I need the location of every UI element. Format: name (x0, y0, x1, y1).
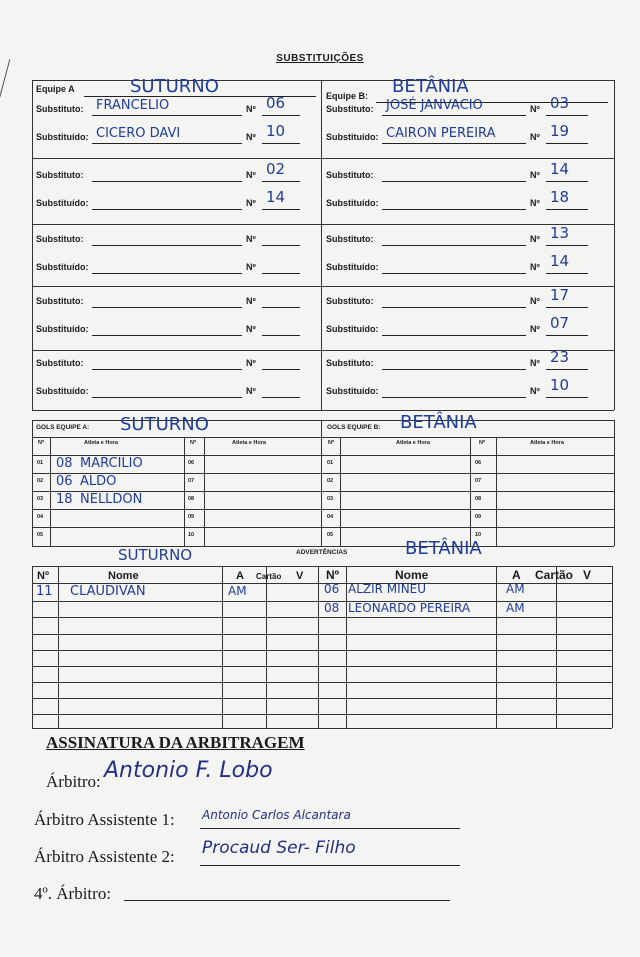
goals-row-num-0-10: 10 (188, 532, 195, 538)
warn-hline-6 (32, 682, 612, 683)
substituido-label-a-5: Substituído: (36, 386, 89, 396)
substituido-num-label-a-2: Nº (246, 198, 256, 208)
goals-row-num-1-2: 02 (327, 478, 334, 484)
substituido-num-label-b-4: Nº (530, 324, 540, 334)
substituto-number-a-1: 06 (266, 94, 286, 112)
team-b-label: Equipe B: (326, 91, 368, 101)
substituido-label-b-4: Substituído: (326, 324, 379, 334)
goals-row-num-1-8: 08 (475, 496, 482, 502)
warn-vline-8 (612, 566, 613, 728)
substituido-num-label-a-3: Nº (246, 262, 256, 272)
substituido-number-b-5: 10 (550, 376, 570, 394)
assist1-label: Árbitro Assistente 1: (34, 810, 175, 829)
warn-vline-2 (222, 566, 223, 728)
warn-vline-0 (32, 566, 33, 728)
warn-col-card-a: Cartão (256, 572, 282, 581)
substituto-number-b-3: 13 (550, 224, 570, 242)
warn-a-num-1: 11 (36, 584, 53, 599)
goals-team-b-name: BETÂNIA (400, 412, 477, 433)
subs-center-divider (321, 80, 322, 410)
subs-divider-1 (32, 158, 614, 159)
warn-a-name-1: CLAUDIVAN (70, 584, 146, 599)
substituido-number-b-3: 14 (550, 252, 570, 270)
subs-bottom-border (32, 410, 614, 411)
warn-col-card-b: Cartão (535, 568, 574, 582)
goals-col-athlete-1-b: Atleta e Hora (530, 440, 564, 446)
goals-row-num-0-7: 07 (188, 478, 195, 484)
substituido-label-a-1: Substituído: (36, 132, 89, 142)
substituido-num-line-a-1 (262, 143, 300, 144)
warn-vline-5 (346, 566, 347, 728)
substituto-number-b-4: 17 (550, 286, 570, 304)
substituto-num-label-b-2: Nº (530, 170, 540, 180)
substituto-label-a-3: Substituto: (36, 234, 84, 244)
goals-row-num-0-3: 03 (37, 496, 44, 502)
substituto-num-line-a-4 (262, 307, 300, 308)
substituido-num-line-b-2 (546, 209, 588, 210)
goals-hline-4 (32, 509, 614, 510)
warn-col-v-b: V (583, 568, 592, 582)
substituto-number-b-2: 14 (550, 160, 570, 178)
substituto-label-b-3: Substituto: (326, 234, 374, 244)
assist2-signature: Procaud Ser- Filho (202, 838, 356, 858)
substituido-num-line-a-5 (262, 397, 300, 398)
substituido-label-b-5: Substituído: (326, 386, 379, 396)
warn-vline-6 (496, 566, 497, 728)
goals-col-num-0-a: Nº (38, 440, 44, 446)
substituto-num-line-a-5 (262, 369, 300, 370)
substituido-line-a-1 (92, 143, 242, 144)
substituido-line-b-5 (382, 397, 526, 398)
goals-row-num-0-5: 05 (37, 532, 44, 538)
substituto-num-label-a-5: Nº (246, 358, 256, 368)
substituido-line-b-3 (382, 273, 526, 274)
subs-left-border (32, 80, 33, 410)
substituto-label-a-2: Substituto: (36, 170, 84, 180)
substituto-line-a-5 (92, 369, 242, 370)
goals-hline-2 (32, 473, 614, 474)
goals-col-athlete-0-b: Atleta e Hora (232, 440, 266, 446)
substituto-label-a-1: Substituto: (36, 104, 84, 114)
goals-hline-5 (32, 527, 614, 528)
substituido-label-a-4: Substituído: (36, 324, 89, 334)
substituto-label-b-1: Substituto: (326, 104, 374, 114)
substituido-label-b-2: Substituído: (326, 198, 379, 208)
substituido-number-b-2: 18 (550, 188, 570, 206)
fourth-arbitro-line (124, 900, 450, 901)
subs-divider-2 (32, 224, 614, 225)
substituto-num-line-a-1 (262, 115, 300, 116)
warn-hline-3 (32, 634, 612, 635)
form-title: SUBSTITUIÇÕES (276, 53, 364, 64)
substituto-num-label-a-4: Nº (246, 296, 256, 306)
warn-b-card-2: AM (506, 601, 525, 615)
substituido-line-a-3 (92, 273, 242, 274)
assist2-line (200, 865, 460, 866)
goals-row-num-1-5: 05 (327, 532, 334, 538)
substituido-line-b-4 (382, 335, 526, 336)
goals-col-num-0-b: Nº (190, 440, 196, 446)
substituido-label-a-3: Substituído: (36, 262, 89, 272)
substituto-num-label-b-5: Nº (530, 358, 540, 368)
goals-vline-1-2 (496, 437, 497, 546)
warn-b-card-1: AM (506, 582, 525, 596)
substituido-num-label-b-5: Nº (530, 386, 540, 396)
team-a-label: Equipe A (36, 84, 75, 94)
goals-row-num-0-1: 01 (37, 460, 44, 466)
substituto-line-b-1 (382, 115, 526, 116)
substituido-num-label-a-1: Nº (246, 132, 256, 142)
goals-hline-0 (32, 437, 614, 438)
warn-hline-8 (32, 714, 612, 715)
warn-vline-7 (556, 566, 557, 728)
warnings-title: ADVERTÊNCIAS (296, 549, 348, 556)
team-a-name: SUTURNO (130, 76, 219, 97)
substituido-num-label-b-1: Nº (530, 132, 540, 142)
substituto-num-line-b-5 (546, 369, 588, 370)
substituido-num-line-a-2 (262, 209, 300, 210)
substituto-number-a-2: 02 (266, 160, 286, 178)
goals-col-num-1-a: Nº (328, 440, 334, 446)
goals-row-num-1-10: 10 (475, 532, 482, 538)
substituto-num-line-b-1 (546, 115, 588, 116)
substituido-name-a-1: CICERO DAVI (96, 126, 181, 141)
goal-a-name-2: ALDO (80, 474, 117, 489)
goals-vline-1-1 (470, 437, 471, 546)
goal-a-num-3: 18 (56, 492, 73, 507)
substituido-label-b-1: Substituído: (326, 132, 379, 142)
substituido-line-a-2 (92, 209, 242, 210)
goals-team-a-name: SUTURNO (120, 414, 209, 435)
warn-col-num-b: Nº (326, 568, 340, 582)
substituto-num-label-b-3: Nº (530, 234, 540, 244)
subs-right-border (614, 80, 615, 410)
warn-a-card-1: AM (228, 584, 247, 598)
substituto-line-a-4 (92, 307, 242, 308)
assist1-signature: Antonio Carlos Alcantara (202, 808, 351, 822)
goals-vline-0-1 (184, 437, 185, 546)
substituto-name-b-1: JOSÉ JANVACIO (386, 98, 483, 113)
goals-row-num-1-3: 03 (327, 496, 334, 502)
substituido-line-b-2 (382, 209, 526, 210)
goals-team-a-label: GOLS EQUIPE A: (36, 424, 90, 431)
goals-row-num-1-9: 09 (475, 514, 482, 520)
goal-a-num-2: 06 (56, 474, 73, 489)
warnings-team-b-name: BETÂNIA (405, 538, 482, 559)
assist2-label: Árbitro Assistente 2: (34, 847, 175, 866)
goals-row-num-1-7: 07 (475, 478, 482, 484)
substituido-num-line-b-4 (546, 335, 588, 336)
substituido-line-b-1 (382, 143, 526, 144)
goals-col-num-1-b: Nº (479, 440, 485, 446)
substituto-num-label-a-2: Nº (246, 170, 256, 180)
substituido-num-line-b-3 (546, 273, 588, 274)
warn-hline-9 (32, 728, 612, 729)
goals-vline-0-2 (204, 437, 205, 546)
goals-row-num-0-6: 06 (188, 460, 195, 466)
assist1-line (200, 828, 460, 829)
warn-col-num-a: Nº (37, 570, 49, 582)
goals-row-num-1-1: 01 (327, 460, 334, 466)
substituto-num-line-b-3 (546, 245, 588, 246)
warn-hline-2 (32, 617, 612, 618)
substituido-number-b-4: 07 (550, 314, 570, 332)
signatures-title: ASSINATURA DA ARBITRAGEM (46, 733, 305, 752)
warn-vline-1 (58, 566, 59, 728)
warn-col-a-b: A (512, 568, 521, 582)
substituto-name-a-1: FRANCELIO (96, 98, 170, 113)
goals-vline-1-0 (340, 437, 341, 546)
substituto-number-b-5: 23 (550, 348, 570, 366)
substituto-label-a-5: Substituto: (36, 358, 84, 368)
substituto-num-line-a-2 (262, 181, 300, 182)
subs-top-border (32, 80, 614, 81)
substituto-num-line-b-4 (546, 307, 588, 308)
substituido-num-line-a-3 (262, 273, 300, 274)
substituto-label-b-4: Substituto: (326, 296, 374, 306)
substituido-num-label-b-3: Nº (530, 262, 540, 272)
goal-a-name-3: NELLDON (80, 492, 143, 507)
substituido-number-a-2: 14 (266, 188, 286, 206)
warn-vline-3 (266, 566, 267, 728)
goals-row-num-0-4: 04 (37, 514, 44, 520)
goal-a-num-1: 08 (56, 456, 73, 471)
substituido-number-b-1: 19 (550, 122, 570, 140)
goals-right-border (614, 420, 615, 546)
substituto-line-a-1 (92, 115, 242, 116)
warn-b-name-2: LEONARDO PEREIRA (348, 601, 471, 615)
substituto-line-a-2 (92, 181, 242, 182)
substituto-line-b-4 (382, 307, 526, 308)
arbitro-signature: Antonio F. Lobo (104, 758, 273, 783)
warn-hline-5 (32, 666, 612, 667)
warn-top-border (32, 566, 612, 567)
substituido-num-line-b-1 (546, 143, 588, 144)
substituto-num-label-b-1: Nº (530, 104, 540, 114)
substituto-number-b-1: 03 (550, 94, 570, 112)
warn-col-name-b: Nome (395, 568, 429, 582)
substituto-label-a-4: Substituto: (36, 296, 84, 306)
substituto-num-label-a-3: Nº (246, 234, 256, 244)
substituto-num-label-a-1: Nº (246, 104, 256, 114)
substituto-line-a-3 (92, 245, 242, 246)
goals-row-num-1-6: 06 (475, 460, 482, 466)
substituto-line-b-3 (382, 245, 526, 246)
team-b-name: BETÂNIA (392, 76, 469, 97)
substituido-number-a-1: 10 (266, 122, 286, 140)
substituto-label-b-5: Substituto: (326, 358, 374, 368)
substituido-num-label-a-4: Nº (246, 324, 256, 334)
subs-divider-3 (32, 286, 614, 287)
goals-row-num-1-4: 04 (327, 514, 334, 520)
substituto-num-label-b-4: Nº (530, 296, 540, 306)
substituido-label-b-3: Substituído: (326, 262, 379, 272)
arbitro-label: Árbitro: (46, 772, 101, 791)
substituido-num-label-b-2: Nº (530, 198, 540, 208)
substituido-line-a-4 (92, 335, 242, 336)
substituido-label-a-2: Substituído: (36, 198, 89, 208)
margin-pen-mark (0, 59, 20, 100)
subs-divider-4 (32, 350, 614, 351)
goals-col-athlete-1-a: Atleta e Hora (396, 440, 430, 446)
goals-team-b-label: GOLS EQUIPE B: (327, 424, 381, 431)
substituido-name-b-1: CAIRON PEREIRA (386, 126, 496, 141)
substituto-line-b-5 (382, 369, 526, 370)
warn-b-name-1: ALZIR MINEU (348, 582, 427, 596)
goal-a-name-1: MARCILIO (80, 456, 143, 471)
substituido-line-a-5 (92, 397, 242, 398)
substituido-num-line-a-4 (262, 335, 300, 336)
goals-row-num-0-9: 09 (188, 514, 195, 520)
substituido-num-label-a-5: Nº (246, 386, 256, 396)
goals-col-athlete-0-a: Atleta e Hora (84, 440, 118, 446)
goals-row-num-0-8: 08 (188, 496, 195, 502)
warn-b-num-2: 08 (324, 601, 340, 615)
goals-row-num-0-2: 02 (37, 478, 44, 484)
warn-hline-7 (32, 698, 612, 699)
substituto-num-line-b-2 (546, 181, 588, 182)
goals-vline-0-0 (50, 437, 51, 546)
warn-col-v-a: V (296, 570, 304, 582)
warn-col-name-a: Nome (108, 570, 139, 582)
substituto-num-line-a-3 (262, 245, 300, 246)
warnings-team-a-name: SUTURNO (118, 546, 193, 564)
substituto-label-b-2: Substituto: (326, 170, 374, 180)
warn-hline-1 (32, 601, 612, 602)
warn-hline-4 (32, 650, 612, 651)
warn-col-a-a: A (236, 570, 244, 582)
warn-b-num-1: 06 (324, 582, 340, 596)
fourth-arbitro-label: 4º. Árbitro: (34, 884, 112, 903)
substituido-num-line-b-5 (546, 397, 588, 398)
warn-vline-4 (318, 566, 319, 728)
substituto-line-b-2 (382, 181, 526, 182)
